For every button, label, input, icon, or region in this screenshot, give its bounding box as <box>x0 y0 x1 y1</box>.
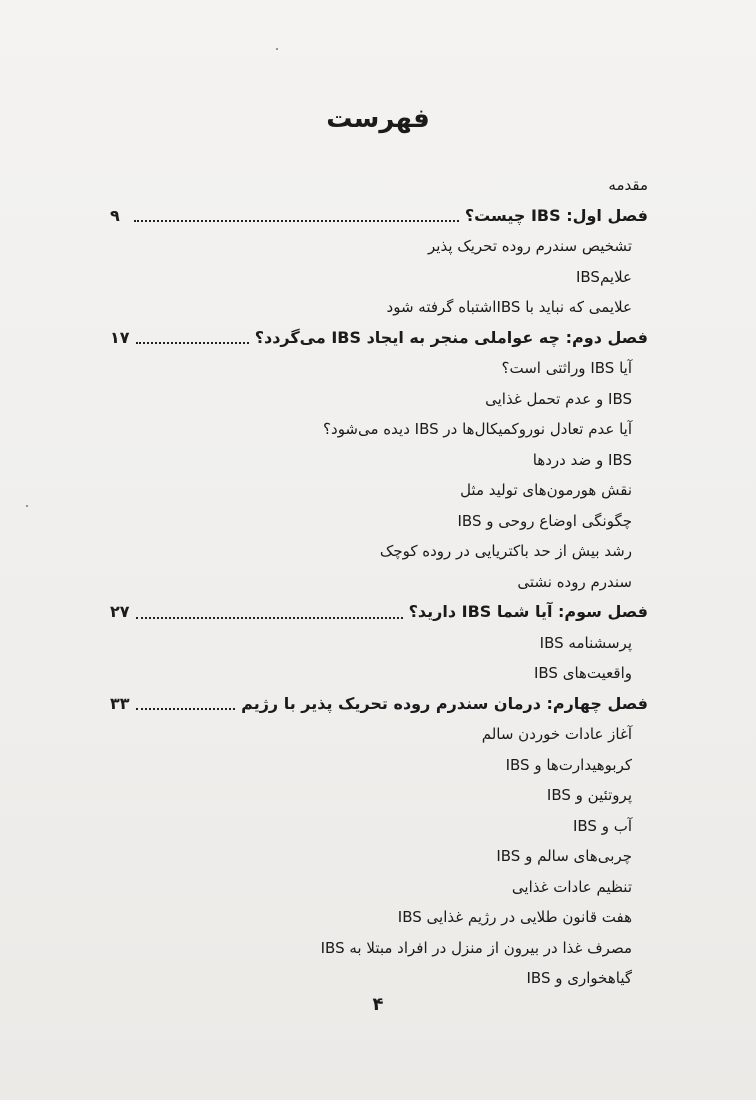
toc-section: آیا IBS وراثتی است؟ <box>501 359 632 377</box>
toc-section: آیا عدم تعادل نوروکمیکال‌ها در IBS دیده می‌شود؟ <box>323 420 632 438</box>
toc-section: تشخیص سندرم روده تحریک پذیر <box>428 237 632 255</box>
toc-section: واقعیت‌های IBS <box>533 664 632 682</box>
toc-chapter-3 <box>110 597 648 628</box>
toc-chapter-1 <box>110 201 648 232</box>
chapter-title: فصل چهارم: درمان سندرم روده تحریک پذیر با رژیم <box>241 693 648 713</box>
toc-section: نقش هورمون‌های تولید مثل <box>460 481 632 499</box>
chapter-title: فصل سوم: آیا شما IBS دارید؟ <box>408 602 648 621</box>
toc-section: آب و IBS <box>572 816 632 835</box>
paper-speck <box>276 48 278 50</box>
toc-section: علایمIBS <box>575 267 632 286</box>
toc-section: چگونگی اوضاع روحی و IBS <box>457 511 632 530</box>
toc-section: چربی‌های سالم و IBS <box>496 847 632 865</box>
toc-section: IBS و عدم تحمل غذایی <box>485 389 632 408</box>
page-title: فهرست <box>326 104 430 134</box>
toc-section: IBS و ضد دردها <box>532 450 632 469</box>
paper-speck <box>26 505 28 507</box>
chapter-page-number: ۳۳ <box>110 693 130 713</box>
chapter-page-number: ۱۷ <box>110 327 130 347</box>
toc-section: پروتئین و IBS <box>546 786 632 804</box>
toc-section: مصرف غذا در بیرون از منزل در افراد مبتلا به IBS <box>320 938 632 957</box>
dot-leader <box>134 219 459 222</box>
toc-section: کربوهیدارت‌ها و IBS <box>505 755 632 774</box>
toc-section: سندرم روده نشتی <box>517 572 632 591</box>
toc-chapter-2 <box>110 323 648 354</box>
toc-section: گیاهخواری و IBS <box>526 969 632 987</box>
toc-section: هفت قانون طلایی در رژیم غذایی IBS <box>397 908 632 926</box>
toc-section: علایمی که نباید با IBSاشتباه گرفته شود <box>386 298 632 316</box>
dot-leader <box>136 616 403 619</box>
toc-section: پرسشنامه IBS <box>539 633 632 652</box>
toc-chapter-4 <box>110 689 648 720</box>
chapter-title: فصل اول: IBS چیست؟ <box>464 205 648 225</box>
chapter-page-number: ۲۷ <box>110 602 130 621</box>
toc-intro: مقدمه <box>608 176 648 194</box>
dot-leader <box>136 707 236 710</box>
toc-section: تنظیم عادات غذایی <box>511 877 632 896</box>
toc-section: رشد بیش از حد باکتریایی در روده کوچک <box>379 542 632 560</box>
toc-section: آغاز عادات خوردن سالم <box>481 725 632 743</box>
dot-leader <box>136 341 249 344</box>
page-number: ۴ <box>372 994 384 1015</box>
chapter-page-number: ۹ <box>110 205 120 225</box>
chapter-title: فصل دوم: چه عواملی منجر به ایجاد IBS می‌گردد؟ <box>254 327 648 347</box>
table-of-contents <box>110 170 648 994</box>
